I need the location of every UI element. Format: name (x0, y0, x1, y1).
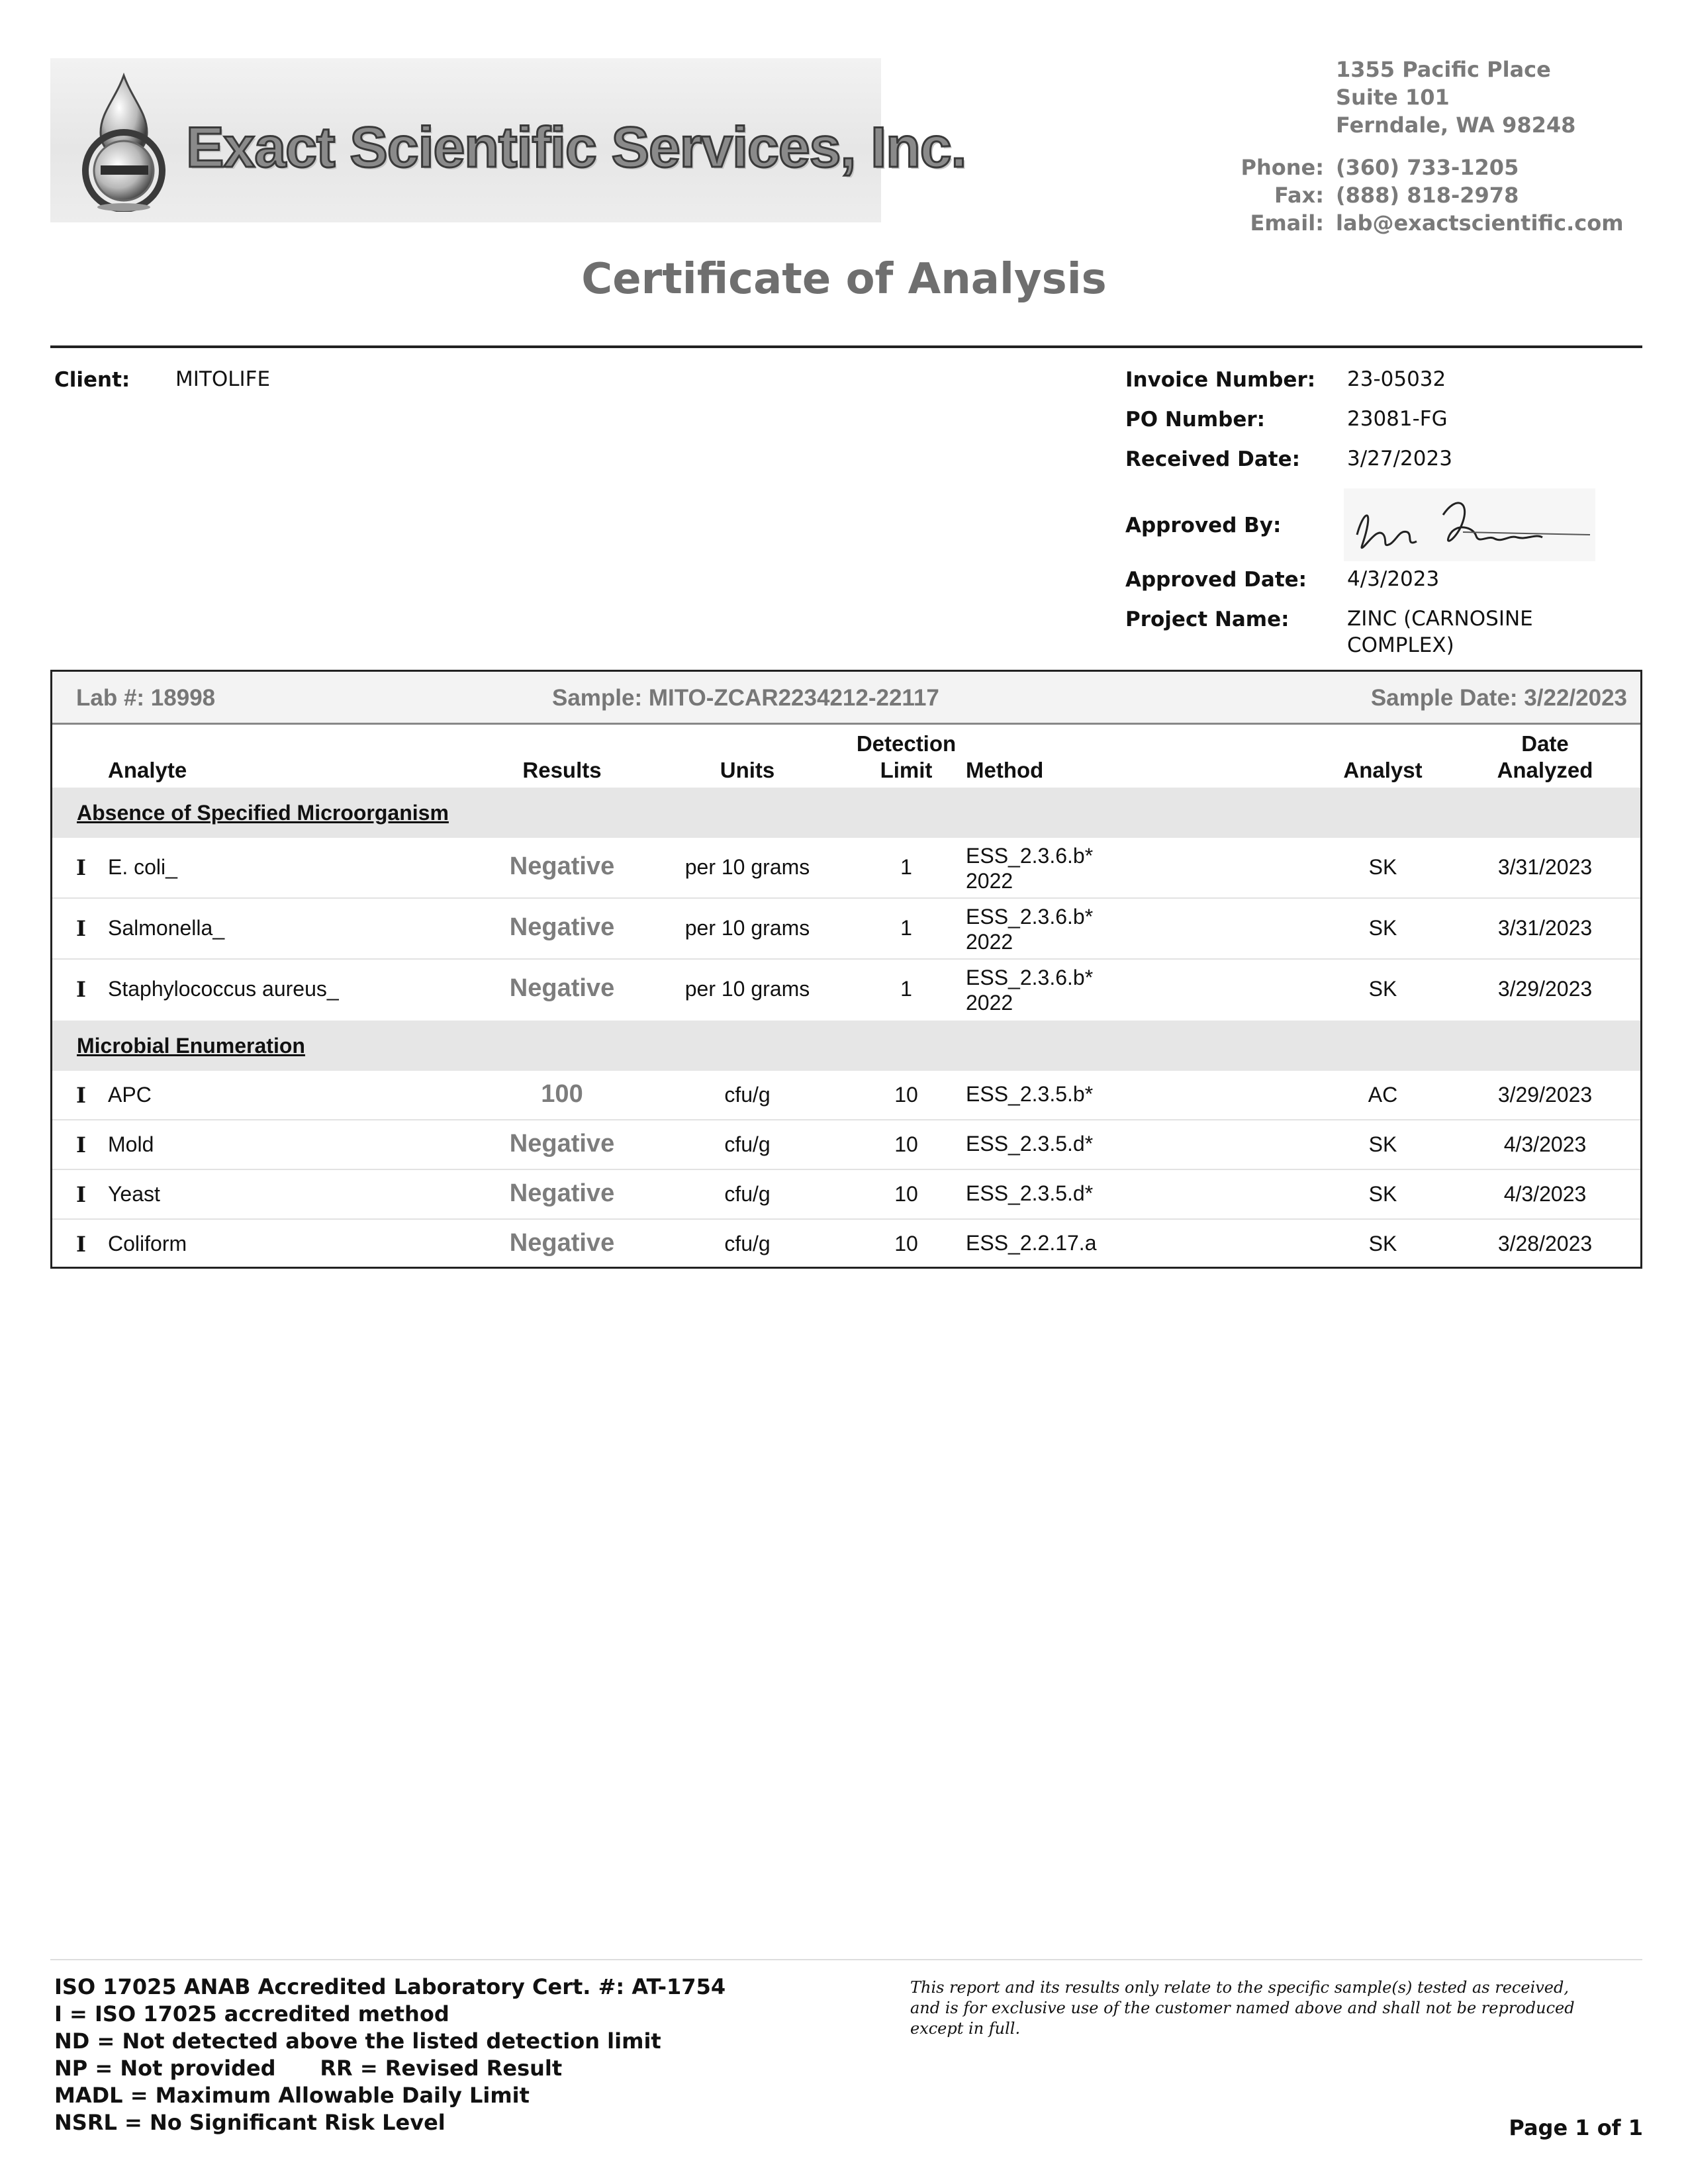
section-title: Microbial Enumeration (77, 1034, 305, 1058)
analyst-value: SK (1368, 916, 1397, 940)
analyte-name: Coliform (108, 1232, 187, 1255)
date-analyzed-value: 4/3/2023 (1503, 1132, 1587, 1156)
company-logo (50, 58, 966, 222)
method-line-2: 2022 (966, 869, 1013, 893)
company-address (1336, 56, 1575, 139)
method-line-2: 2022 (966, 930, 1013, 954)
analyte-name: APC (108, 1083, 152, 1107)
iso-flag: I (76, 855, 86, 880)
legend-line: NP = Not provided RR = Revised Result (54, 2056, 563, 2081)
units-value: cfu/g (724, 1083, 771, 1107)
analyte-name: Salmonella_ (108, 916, 225, 940)
iso-flag: I (76, 1232, 86, 1257)
detection-header-line-1: Detection (856, 731, 957, 756)
date-analyzed-value: 3/29/2023 (1497, 977, 1593, 1001)
result-value: Negative (509, 852, 615, 880)
table-row (52, 1071, 1640, 1120)
method-value (966, 904, 1093, 954)
client-value: MITOLIFE (175, 367, 271, 391)
project-name-line-2: COMPLEX) (1347, 633, 1454, 657)
received-date-value: 3/27/2023 (1347, 447, 1452, 471)
section-header (52, 1021, 1640, 1071)
iso-flag: I (76, 1132, 86, 1158)
result-value: Negative (509, 1179, 615, 1207)
units-value: per 10 grams (684, 916, 810, 940)
result-value: 100 (541, 1080, 583, 1108)
sample-date: Sample Date: 3/22/2023 (1370, 685, 1627, 711)
method-value: ESS_2.3.5.d* (966, 1181, 1094, 1205)
table-row (52, 1220, 1640, 1267)
method-value: ESS_2.3.5.d* (966, 1132, 1094, 1156)
table-row (52, 1120, 1640, 1170)
units-value: per 10 grams (684, 855, 810, 879)
table-row (52, 899, 1640, 960)
contact-labels (1125, 154, 1324, 237)
detection-limit-value: 1 (900, 916, 912, 940)
date-analyzed-value: 4/3/2023 (1503, 1182, 1587, 1206)
contact-values (1336, 154, 1624, 237)
received-date-label: Received Date: (1125, 447, 1301, 471)
analyst-value: SK (1368, 1132, 1397, 1156)
legend-line: NSRL = No Significant Risk Level (54, 2110, 445, 2135)
lab-number: Lab #: 18998 (76, 685, 216, 711)
method-line-1: ESS_2.3.6.b* (966, 966, 1094, 989)
iso-flag: I (76, 1182, 86, 1207)
legend-line: ISO 17025 ANAB Accredited Laboratory Cert. #: AT-1754 (54, 1974, 726, 1999)
fax-value: (888) 818-2978 (1336, 183, 1519, 208)
project-name-label: Project Name: (1125, 608, 1289, 631)
approved-by-label: Approved By: (1125, 514, 1282, 537)
email-value: lab@exactscientific.com (1336, 210, 1624, 236)
detection-limit-value: 1 (900, 855, 912, 879)
phone-label: Phone: (1241, 155, 1324, 180)
column-header-units: Units (720, 758, 775, 782)
date-analyzed-value: 3/29/2023 (1497, 1083, 1593, 1107)
table-row (52, 1170, 1640, 1220)
sample-header (52, 672, 1640, 725)
analyst-value: SK (1368, 977, 1397, 1001)
method-line-2: 2022 (966, 991, 1013, 1015)
analyst-value: AC (1368, 1083, 1398, 1107)
method-line-1: ESS_2.3.6.b* (966, 844, 1094, 868)
result-value: Negative (509, 1130, 615, 1158)
analyte-name: Staphylococcus aureus_ (108, 977, 339, 1001)
result-value: Negative (509, 1229, 615, 1257)
analyte-name: E. coli_ (108, 855, 177, 879)
column-header-analyst: Analyst (1343, 758, 1423, 782)
date-analyzed-value: 3/28/2023 (1497, 1232, 1593, 1255)
company-name-logo-text: Exact Scientific Services, Inc. (186, 116, 966, 179)
date-header-line-1: Date (1521, 731, 1569, 756)
detection-header-line-2: Limit (880, 758, 933, 782)
footer-divider (50, 1959, 1642, 1960)
date-header-line-2: Analyzed (1497, 758, 1593, 782)
table-row (52, 838, 1640, 899)
results-panel (50, 670, 1642, 1269)
invoice-value: 23-05032 (1347, 367, 1446, 391)
units-value: cfu/g (724, 1182, 771, 1206)
method-value (966, 965, 1093, 1015)
iso-flag: I (76, 977, 86, 1002)
iso-flag: I (76, 1083, 86, 1108)
analyst-value: SK (1368, 1232, 1397, 1255)
page-number: Page 1 of 1 (1509, 2115, 1643, 2140)
analyte-name: Yeast (108, 1182, 160, 1206)
detection-limit-value: 10 (894, 1132, 918, 1156)
column-header-method: Method (966, 758, 1044, 782)
approved-date-value: 4/3/2023 (1347, 567, 1440, 591)
iso-flag: I (76, 916, 86, 941)
legend-line: MADL = Maximum Allowable Daily Limit (54, 2083, 530, 2108)
project-name-value (1347, 606, 1533, 659)
approved-date-label: Approved Date: (1125, 568, 1307, 592)
result-value: Negative (509, 974, 615, 1002)
method-value (966, 843, 1093, 893)
company-logo-drop-icon (74, 73, 173, 212)
address-line-2: Suite 101 (1336, 85, 1450, 110)
method-value: ESS_2.3.5.b* (966, 1082, 1094, 1106)
document-title: Certificate of Analysis (581, 255, 1107, 304)
approver-signature (1344, 488, 1595, 561)
units-value: per 10 grams (684, 977, 810, 1001)
address-line-3: Ferndale, WA 98248 (1336, 113, 1576, 138)
detection-limit-value: 10 (894, 1232, 918, 1255)
po-value: 23081-FG (1347, 407, 1448, 431)
detection-limit-value: 10 (894, 1083, 918, 1107)
section-title: Absence of Specified Microorganism (77, 801, 449, 825)
method-value: ESS_2.2.17.a (966, 1231, 1097, 1255)
disclaimer-text: This report and its results only relate to the specific sample(s) tested as received, and is for exclusive use of the customer named above and shall not be reproduced except in full. (910, 1978, 1575, 2038)
header-divider (50, 345, 1642, 348)
analyst-value: SK (1368, 855, 1397, 879)
po-label: PO Number: (1125, 408, 1266, 432)
project-name-line-1: ZINC (CARNOSINE (1347, 607, 1533, 631)
analyte-name: Mold (108, 1132, 154, 1156)
fax-label: Fax: (1274, 183, 1324, 208)
address-line-1: 1355 Pacific Place (1336, 57, 1551, 82)
method-line-1: ESS_2.3.6.b* (966, 905, 1094, 929)
column-header-date-analyzed (1469, 731, 1621, 784)
date-analyzed-value: 3/31/2023 (1497, 855, 1593, 879)
units-value: cfu/g (724, 1132, 771, 1156)
section-header (52, 788, 1640, 838)
column-header-results: Results (522, 758, 602, 782)
result-value: Negative (509, 913, 615, 941)
legend-line: I = ISO 17025 accredited method (54, 2001, 449, 2026)
footer-legend (54, 1974, 726, 2136)
phone-value: (360) 733-1205 (1336, 155, 1519, 180)
legend-line: ND = Not detected above the listed detection limit (54, 2028, 661, 2054)
date-analyzed-value: 3/31/2023 (1497, 916, 1593, 940)
sample-id: Sample: MITO-ZCAR2234212-22117 (552, 685, 939, 711)
email-label: Email: (1250, 210, 1324, 236)
invoice-label: Invoice Number: (1125, 368, 1316, 392)
units-value: cfu/g (724, 1232, 771, 1255)
detection-limit-value: 1 (900, 977, 912, 1001)
column-header-detection-limit (827, 731, 986, 784)
detection-limit-value: 10 (894, 1182, 918, 1206)
column-header-analyte: Analyte (108, 758, 187, 782)
client-label: Client: (54, 368, 130, 392)
analyst-value: SK (1368, 1182, 1397, 1206)
table-row (52, 960, 1640, 1021)
